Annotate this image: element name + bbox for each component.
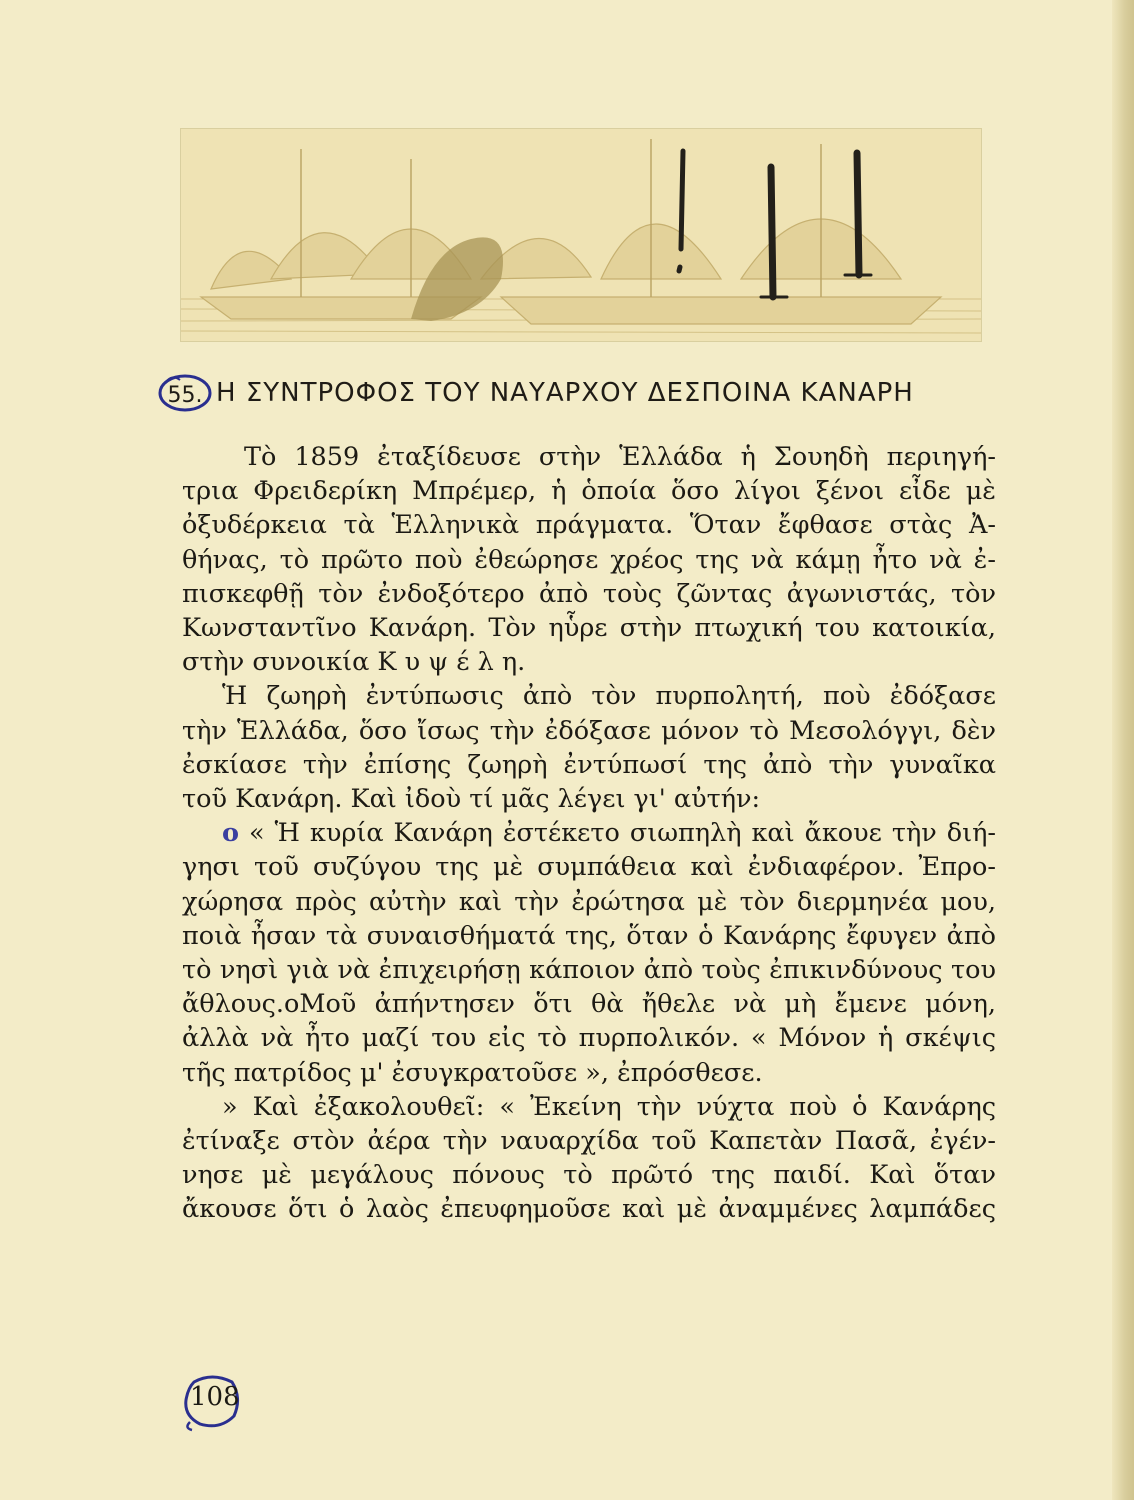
chapter-number-mark — [158, 372, 212, 412]
text-line: ἐτίναξε στὸν ἀέρα τὴν ναυαρχίδα τοῦ Καπετὰν Πασᾶ, ἐγέν- — [182, 1126, 996, 1157]
paragraph-3 — [182, 816, 996, 1090]
text-line: » Καὶ ἐξακολουθεῖ: « Ἐκείνη τὴν νύχτα ποὺ ὁ Κανάρης — [222, 1091, 996, 1122]
text-line: τρια Φρειδερίκη Μπρέμερ, ἡ ὁποία ὅσο λίγοι ξένοι εἶδε μὲ — [182, 476, 996, 507]
text-line: ἄκουσε ὅτι ὁ λαὸς ἐπευφημοῦσε καὶ μὲ ἀναμμένες λαμπάδες — [182, 1194, 996, 1225]
text-line: στὴν συνοικία Κ υ ψ έ λ η. — [182, 647, 526, 678]
chapter-title: Η ΣΥΝΤΡΟΦΟΣ ΤΟΥ ΝΑΥΑΡΧΟΥ ΔΕΣΠΟΙΝΑ ΚΑΝΑΡΗ — [216, 378, 914, 408]
text-line: νησε μὲ μεγάλους πόνους τὸ πρῶτό της παιδί. Καὶ ὅταν — [182, 1160, 996, 1191]
text-line: χώρησα πρὸς αὐτὴν καὶ τὴν ἐρώτησα μὲ τὸν διερμηνέα μου, — [182, 886, 996, 917]
text-line: τῆς πατρίδος μ' ἐσυγκρατοῦσε », ἐπρόσθεσε. — [182, 1057, 763, 1088]
annotation-mark: o — [222, 818, 240, 849]
chapter-heading-row — [158, 368, 998, 424]
text-line: ἀλλὰ νὰ ἦτο μαζί του εἰς τὸ πυρπολικόν. « Μόνον ἡ σκέψις — [182, 1023, 996, 1054]
page-number-text: 108 — [190, 1382, 240, 1412]
paragraph-2 — [182, 679, 996, 816]
text-line: Τὸ 1859 ἐταξίδευσε στὴν Ἑλλάδα ἡ Σουηδὴ περιηγή- — [244, 442, 996, 472]
text-line: ὀξυδέρκεια τὰ Ἑλληνικὰ πράγματα. Ὅταν ἔφθασε στὰς Ἀ- — [182, 510, 996, 541]
sailing-ships-icon — [181, 129, 981, 341]
chapter-number: 55. — [167, 383, 203, 408]
text-line: Κωνσταντῖνο Κανάρη. Τὸν ηὗρε στὴν πτωχική του κατοικία, — [182, 613, 996, 644]
text-line: ἄθλους.οΜοῦ ἀπήντησεν ὅτι θὰ ἤθελε νὰ μὴ ἔμενε μόνη, — [182, 989, 996, 1020]
text-line: πισκεφθῇ τὸν ἐνδοξότερο ἀπὸ τοὺς ζῶντας ἀγωνιστάς, τὸν — [182, 578, 996, 609]
text-line: τὴν Ἑλλάδα, ὅσο ἴσως τὴν ἐδόξασε μόνον τὸ Μεσολόγγι, δὲν — [182, 715, 996, 746]
paragraph-1 — [182, 440, 996, 679]
page-edge — [1112, 0, 1134, 1500]
text-line: ποιὰ ἦσαν τὰ συναισθήματά της, ὅταν ὁ Κανάρης ἔφυγεν ἀπὸ — [182, 920, 996, 951]
text-line: γησι τοῦ συζύγου της μὲ συμπάθεια καὶ ἐνδιαφέρον. Ἐπρο- — [182, 852, 996, 883]
circled-number-icon — [158, 372, 212, 412]
page-number — [180, 1372, 244, 1432]
ship-illustration — [180, 128, 982, 342]
paragraph-4 — [182, 1090, 996, 1227]
text-line: θήνας, τὸ πρῶτο ποὺ ἐθεώρησε χρέος της νὰ κάμῃ ἦτο νὰ ἐ- — [182, 544, 996, 575]
body-text — [182, 440, 996, 1227]
text-line — [182, 816, 996, 850]
text-line: ἐσκίασε τὴν ἐπίσης ζωηρὴ ἐντύπωσί της ἀπὸ τὴν γυναῖκα — [182, 749, 996, 780]
text-line-content: « Ἡ κυρία Κανάρη ἐστέκετο σιωπηλὴ καὶ ἄκουε τὴν διή- — [249, 818, 996, 849]
text-line: τὸ νησὶ γιὰ νὰ ἐπιχειρήσῃ κάποιον ἀπὸ τοὺς ἐπικινδύνους του — [182, 955, 996, 986]
text-line: Ἡ ζωηρὴ ἐντύπωσις ἀπὸ τὸν πυρπολητή, ποὺ ἐδόξασε — [222, 681, 996, 712]
text-line: τοῦ Κανάρη. Καὶ ἰδοὺ τί μᾶς λέγει γι' αὐτήν: — [182, 784, 761, 815]
